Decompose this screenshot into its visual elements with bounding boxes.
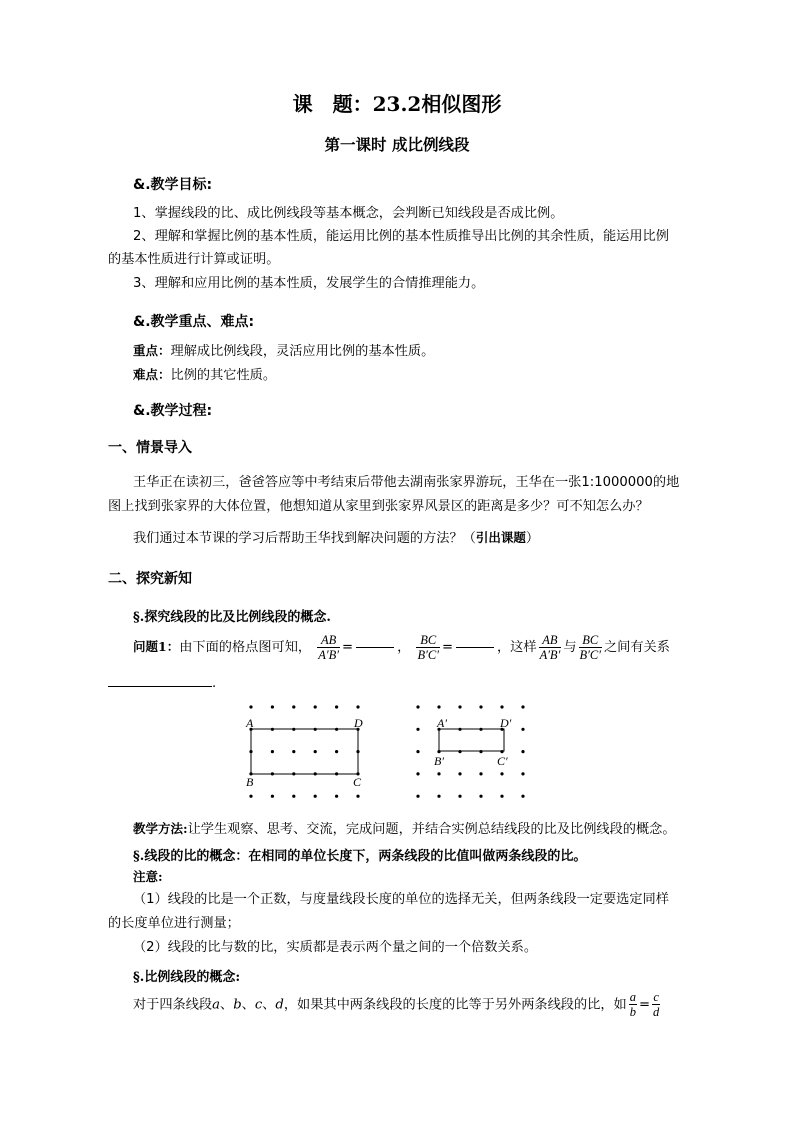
note-line: 的长度单位进行测量； [108, 916, 240, 931]
q1-label: 问题1： [133, 639, 180, 654]
answer-blank-1[interactable] [356, 646, 394, 648]
lattice-dot [271, 795, 274, 798]
lattice-dot [416, 795, 419, 798]
equals-sign: = [441, 640, 453, 655]
lattice-dot [521, 772, 524, 775]
key-point-line [133, 340, 434, 363]
end-mark: . [212, 676, 217, 691]
lattice-dot [314, 795, 317, 798]
fraction-c-d [652, 990, 660, 1019]
fraction-ab-2 [539, 633, 562, 662]
lattice-dot [416, 750, 419, 753]
note-line: （2）线段的比与数的比，实质都是表示两个量之间的一个倍数关系。 [133, 940, 538, 955]
rectangle-abcd [251, 729, 358, 774]
comma-this: ，这样 [497, 640, 537, 655]
sep: 、 [241, 997, 255, 1013]
objectives-heading: &.教学目标: [133, 177, 213, 193]
var-a: a [212, 997, 220, 1013]
lattice-dot [458, 750, 461, 753]
answer-blank-3[interactable] [108, 686, 212, 687]
lattice-dot [271, 750, 274, 753]
equals-sign: = [342, 640, 354, 655]
lattice-dot [479, 772, 482, 775]
relation-tail: 之间有关系 [603, 640, 670, 655]
lattice-dot [458, 795, 461, 798]
lattice-dot [335, 705, 338, 708]
lattice-dot [500, 795, 503, 798]
lattice-dot [416, 728, 419, 731]
lattice-dot [521, 705, 524, 708]
lattice-dot [249, 795, 252, 798]
frac-num: AB [317, 633, 340, 648]
fraction-ab [317, 633, 340, 662]
lattice-dot [479, 795, 482, 798]
page-title: 课 题：23.2相似图形 [292, 92, 502, 116]
frac-num: BC [579, 633, 602, 648]
frac-num: c [653, 990, 659, 1004]
frac-den: A′B′ [318, 647, 340, 662]
section1-line: 图上找到张家界的大体位置，他想知道从家里到张家界风景区的距离是多少？可不知怎么办？ [108, 499, 649, 514]
prop-text-b: ，如果其中两条线段的长度的比等于另外两条线段的比，如 [283, 997, 627, 1013]
lattice-dot [416, 772, 419, 775]
conj: 与 [563, 640, 577, 655]
lattice-dot [479, 705, 482, 708]
note-label: 注意: [133, 869, 163, 884]
rectangle-a-prime [439, 729, 504, 751]
fraction-a-b [629, 990, 637, 1019]
lattice-dot [314, 705, 317, 708]
lattice-dot [356, 795, 359, 798]
lattice-dot [479, 750, 482, 753]
frac-num: BC [416, 633, 439, 648]
keypoints-heading: &.教学重点、难点: [133, 314, 255, 330]
difficulty-label: 难点： [133, 367, 171, 382]
question1-line [133, 632, 670, 663]
paren-close: ） [525, 531, 540, 546]
method-label: 教学方法: [133, 821, 188, 836]
label-B: B [246, 775, 254, 789]
objective-line: 的基本性质进行计算或证明。 [108, 252, 280, 267]
method-text: 让学生观察、思考、交流，完成问题，并结合实例总结线段的比及比例线段的概念。 [187, 822, 676, 837]
answer-blank-2[interactable] [456, 646, 494, 648]
label-C-prime: C′ [497, 754, 508, 768]
label-A-prime: A′ [437, 716, 447, 730]
objective-line: 1、掌握线段的比、成比例线段等基本概念，会判断已知线段是否成比例。 [133, 206, 564, 221]
q1-text: 由下面的格点图可知， [179, 640, 312, 655]
lattice-dot [292, 705, 295, 708]
lattice-dot [335, 795, 338, 798]
fraction-bc-2 [579, 633, 602, 662]
lattice-dot [437, 705, 440, 708]
sep: 、 [262, 997, 276, 1013]
frac-den: b [629, 1005, 636, 1019]
label-D-prime: D′ [500, 716, 512, 730]
lattice-figure [230, 700, 540, 805]
process-heading: &.教学过程: [133, 403, 213, 419]
lattice-dot [521, 728, 524, 731]
lattice-dot [458, 705, 461, 708]
lattice-dot [500, 705, 503, 708]
proportion-heading: §.比例线段的概念: [133, 970, 241, 985]
lattice-dot [335, 750, 338, 753]
prop-text-a: 对于四条线段 [133, 997, 213, 1013]
lattice-dot [292, 750, 295, 753]
objective-line: 2、理解和掌握比例的基本性质，能运用比例的基本性质推导出比例的其余性质，能运用比例 [133, 229, 669, 244]
lattice-dot [292, 795, 295, 798]
ratio-concept: §.线段的比的概念：在相同的单位长度下，两条线段的比值叫做两条线段的比。 [133, 849, 587, 864]
lattice-dot [249, 705, 252, 708]
key-label: 重点： [133, 343, 171, 358]
difficulty-text: 比例的其它性质。 [170, 368, 277, 383]
page-subtitle: 第一课时 成比例线段 [324, 135, 470, 154]
frac-den: B′C′ [417, 647, 439, 662]
lattice-dot [314, 750, 317, 753]
explore-heading: §.探究线段的比及比例线段的概念. [133, 610, 331, 625]
proportion-line [133, 990, 662, 1020]
lattice-dot [356, 705, 359, 708]
lattice-dot [500, 750, 503, 753]
sep: 、 [220, 997, 234, 1013]
section1-line-text: 我们通过本节课的学习后帮助王华找到解决问题的方法？（ [133, 531, 476, 546]
label-D: D [354, 716, 363, 730]
section1-line: 王华正在读初三，爸爸答应等中考结束后带他去湖南张家界游玩，王华在一张1:1000000的地 [133, 475, 680, 490]
paren-note: 引出课题 [475, 530, 526, 545]
label-B-prime: B′ [434, 754, 444, 768]
method-line [133, 818, 676, 841]
label-A: A [246, 716, 254, 730]
lattice-dot [458, 772, 461, 775]
section2-heading: 二、探究新知 [108, 571, 192, 587]
var-c: c [254, 997, 263, 1013]
left-lattice-dots [249, 705, 362, 797]
section1-line [133, 527, 539, 550]
comma: ， [397, 640, 411, 655]
frac-den: B′C′ [579, 647, 601, 662]
lattice-dot [437, 772, 440, 775]
objective-line: 3、理解和应用比例的基本性质，发展学生的合情推理能力。 [133, 276, 485, 291]
lattice-dot [521, 795, 524, 798]
difficulty-line [133, 364, 276, 387]
label-C: C [353, 775, 362, 789]
frac-num: a [629, 990, 636, 1004]
key-text: 理解成比例线段，灵活应用比例的基本性质。 [170, 344, 435, 359]
fraction-bc [416, 633, 439, 662]
lattice-dot [500, 772, 503, 775]
lattice-dot [521, 750, 524, 753]
var-d: d [275, 997, 284, 1013]
equals-sign: = [638, 997, 651, 1013]
lattice-dot [271, 705, 274, 708]
frac-den: A′B′ [539, 647, 561, 662]
lattice-dot [437, 795, 440, 798]
var-b: b [233, 997, 242, 1013]
frac-num: AB [539, 633, 562, 648]
lattice-dot [416, 705, 419, 708]
note-line: （1）线段的比是一个正数，与度量线段长度的单位的选择无关，但两条线段一定要选定同样 [133, 892, 669, 907]
section1-heading: 一、情景导入 [108, 440, 192, 456]
frac-den: d [653, 1005, 660, 1019]
